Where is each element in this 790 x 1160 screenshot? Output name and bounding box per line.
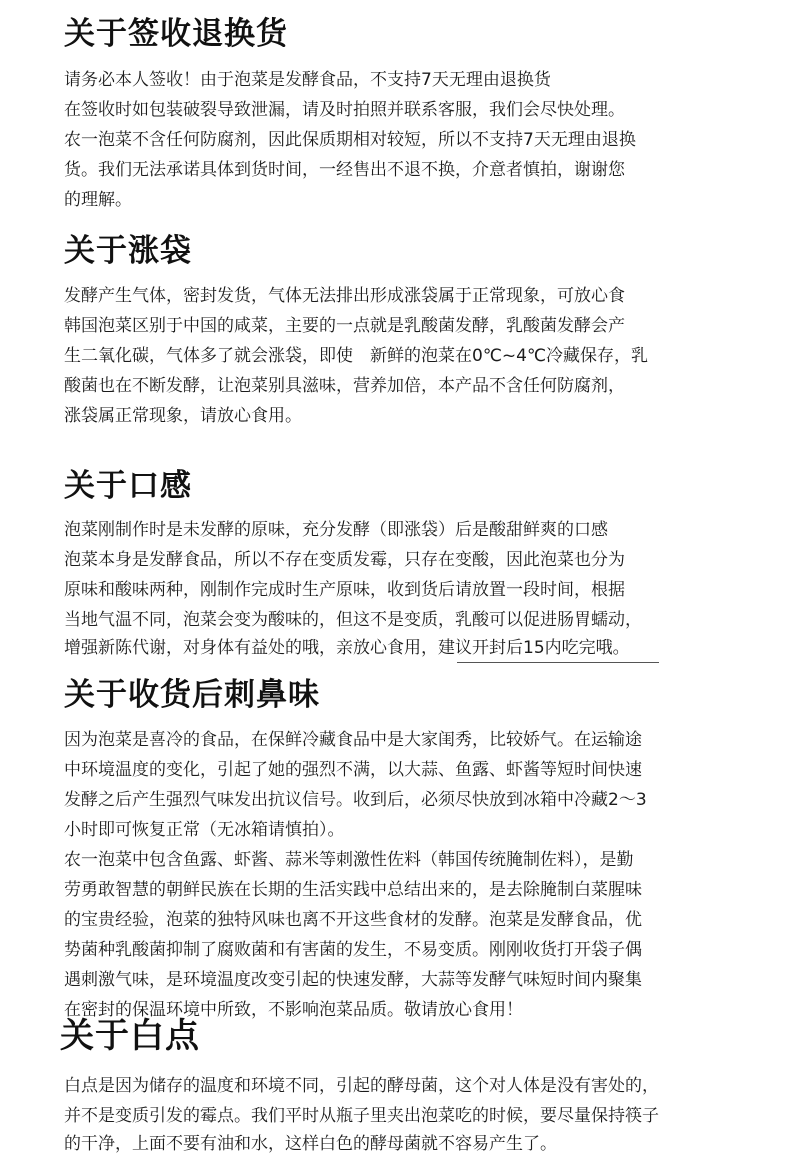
bag-swelling-line-3: 生二氧化碳，气体多了就会涨袋，即使 新鲜的泡菜在0℃~4℃冷藏保存，乳 [64, 346, 649, 366]
taste-line-4: 当地气温不同，泡菜会变为酸味的，但这不是变质，乳酸可以促进肠胃蠕动， [64, 610, 642, 630]
text-underline-divider [457, 662, 659, 663]
bag-swelling-line-2: 韩国泡菜区别于中国的咸菜，主要的一点就是乳酸菌发酵，乳酸菌发酵会产 [64, 316, 625, 336]
pungent-smell-line-8: 势菌种乳酸菌抑制了腐败菌和有害菌的发生，不易变质。刚刚收货打开袋子偶 [64, 940, 642, 960]
taste-line-3: 原味和酸味两种，刚制作完成时生产原味，收到货后请放置一段时间，根据 [64, 580, 625, 600]
return-policy-line-5: 的理解。 [64, 190, 132, 210]
white-spots-line-2: 并不是变质引发的霉点。我们平时从瓶子里夹出泡菜吃的时候，要尽量保持筷子 [64, 1106, 659, 1126]
bag-swelling-line-5: 涨袋属正常现象，请放心食用。 [64, 406, 302, 426]
section-heading-return-policy: 关于签收退换货 [64, 16, 288, 52]
section-heading-taste: 关于口感 [64, 468, 192, 504]
pungent-smell-line-5: 农一泡菜中包含鱼露、虾酱、蒜米等刺激性佐料（韩国传统腌制佐料），是勤 [64, 850, 634, 870]
taste-line-5: 增强新陈代谢，对身体有益处的哦，亲放心食用，建议开封后15内吃完哦。 [64, 638, 630, 658]
white-spots-line-1: 白点是因为储存的温度和环境不同，引起的酵母菌，这个对人体是没有害处的， [64, 1076, 659, 1096]
pungent-smell-line-2: 中环境温度的变化，引起了她的强烈不满，以大蒜、鱼露、虾酱等短时间快速 [64, 760, 642, 780]
return-policy-line-3: 农一泡菜不含任何防腐剂，因此保质期相对较短，所以不支持7天无理由退换 [64, 130, 636, 150]
pungent-smell-line-3: 发酵之后产生强烈气味发出抗议信号。收到后，必须尽快放到冰箱中冷藏2～3 [64, 790, 647, 810]
pungent-smell-line-1: 因为泡菜是喜冷的食品，在保鲜冷藏食品中是大家闺秀，比较娇气。在运输途 [64, 730, 642, 750]
pungent-smell-line-7: 的宝贵经验，泡菜的独特风味也离不开这些食材的发酵。泡菜是发酵食品，优 [64, 910, 642, 930]
taste-line-1: 泡菜刚制作时是未发酵的原味，充分发酵（即涨袋）后是酸甜鲜爽的口感 [64, 520, 608, 540]
pungent-smell-line-10: 在密封的保温环境中所致，不影响泡菜品质。敬请放心食用！ [64, 1000, 523, 1020]
bag-swelling-line-1: 发酵产生气体，密封发货，气体无法排出形成涨袋属于正常现象，可放心食 [64, 286, 625, 306]
return-policy-line-4: 货。我们无法承诺具体到货时间，一经售出不退不换，介意者慎拍，谢谢您 [64, 160, 625, 180]
section-heading-pungent-smell: 关于收货后刺鼻味 [64, 677, 320, 713]
pungent-smell-line-6: 劳勇敢智慧的朝鲜民族在长期的生活实践中总结出来的，是去除腌制白菜腥味 [64, 880, 642, 900]
return-policy-line-1: 请务必本人签收！由于泡菜是发酵食品，不支持7天无理由退换货 [64, 70, 551, 90]
section-heading-bag-swelling: 关于涨袋 [64, 233, 192, 269]
white-spots-line-3: 的干净，上面不要有油和水，这样白色的酵母菌就不容易产生了。 [64, 1134, 557, 1154]
pungent-smell-line-9: 遇刺激气味，是环境温度改变引起的快速发酵，大蒜等发酵气味短时间内聚集 [64, 970, 642, 990]
taste-line-2: 泡菜本身是发酵食品，所以不存在变质发霉，只存在变酸，因此泡菜也分为 [64, 550, 625, 570]
bag-swelling-line-4: 酸菌也在不断发酵，让泡菜别具滋味，营养加倍，本产品不含任何防腐剂， [64, 376, 625, 396]
pungent-smell-line-4: 小时即可恢复正常（无冰箱请慎拍）。 [64, 820, 345, 840]
return-policy-line-2: 在签收时如包装破裂导致泄漏，请及时拍照并联系客服，我们会尽快处理。 [64, 100, 625, 120]
section-heading-white-spots: 关于白点 [60, 1016, 200, 1056]
